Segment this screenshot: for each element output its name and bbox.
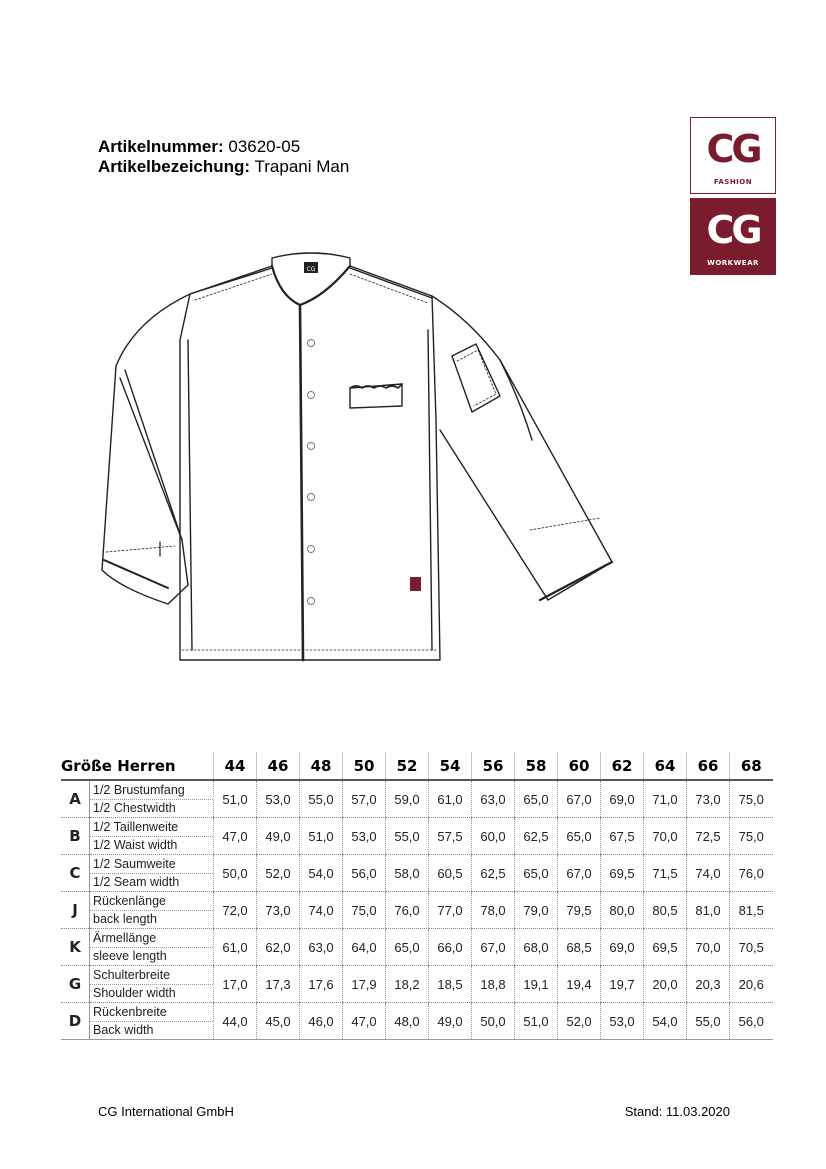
- measure-letter: G: [61, 966, 90, 1003]
- table-row: [61, 818, 773, 855]
- measure-value: 17,6: [300, 966, 343, 1003]
- measure-value: 18,8: [472, 966, 515, 1003]
- measure-label-en: 1/2 Seam width: [93, 874, 180, 889]
- measure-value: 51,0: [515, 1003, 558, 1040]
- size-header: 68: [730, 752, 773, 780]
- measure-value: 70,5: [730, 929, 773, 966]
- measure-value: 75,0: [730, 818, 773, 855]
- measure-description: [90, 780, 214, 818]
- measure-label-de: 1/2 Saumweite: [90, 856, 213, 874]
- measure-value: 48,0: [386, 1003, 429, 1040]
- measure-value: 60,5: [429, 855, 472, 892]
- measure-value: 58,0: [386, 855, 429, 892]
- table-row: [61, 892, 773, 929]
- measure-value: 54,0: [644, 1003, 687, 1040]
- measure-value: 49,0: [429, 1003, 472, 1040]
- size-header: 64: [644, 752, 687, 780]
- measure-value: 51,0: [300, 818, 343, 855]
- jacket-technical-drawing: [100, 240, 630, 670]
- measure-value: 79,0: [515, 892, 558, 929]
- measure-value: 53,0: [257, 780, 300, 818]
- measure-value: 67,0: [558, 780, 601, 818]
- cg-workwear-logo: [690, 198, 776, 275]
- measure-value: 65,0: [515, 780, 558, 818]
- measure-value: 76,0: [730, 855, 773, 892]
- measure-description: [90, 818, 214, 855]
- measure-value: 65,0: [386, 929, 429, 966]
- measure-value: 71,5: [644, 855, 687, 892]
- article-name: [98, 157, 349, 177]
- measure-value: 49,0: [257, 818, 300, 855]
- measure-description: [90, 1003, 214, 1040]
- measure-value: 50,0: [214, 855, 257, 892]
- size-header: 54: [429, 752, 472, 780]
- measure-value: 67,5: [601, 818, 644, 855]
- measure-value: 69,5: [644, 929, 687, 966]
- measure-value: 52,0: [558, 1003, 601, 1040]
- article-number-label: Artikelnummer:: [98, 137, 224, 156]
- measure-value: 17,0: [214, 966, 257, 1003]
- measure-label-en: back length: [93, 911, 157, 926]
- measure-value: 64,0: [343, 929, 386, 966]
- measure-value: 45,0: [257, 1003, 300, 1040]
- size-header: 48: [300, 752, 343, 780]
- size-header: 52: [386, 752, 429, 780]
- company-name: CG International GmbH: [98, 1104, 234, 1119]
- table-row: [61, 1003, 773, 1040]
- measure-description: [90, 966, 214, 1003]
- measure-value: 55,0: [300, 780, 343, 818]
- measure-value: 74,0: [687, 855, 730, 892]
- measure-description: [90, 855, 214, 892]
- buttons: [308, 340, 315, 605]
- measure-value: 20,0: [644, 966, 687, 1003]
- measure-value: 53,0: [343, 818, 386, 855]
- size-header: 56: [472, 752, 515, 780]
- table-row: [61, 780, 773, 818]
- size-header: 60: [558, 752, 601, 780]
- measure-value: 56,0: [730, 1003, 773, 1040]
- measure-label-en: 1/2 Waist width: [93, 837, 178, 852]
- measure-label-de: Rückenbreite: [90, 1004, 213, 1022]
- measure-value: 54,0: [300, 855, 343, 892]
- measure-value: 19,7: [601, 966, 644, 1003]
- measure-label-de: Rückenlänge: [90, 893, 213, 911]
- revision-date: Stand: 11.03.2020: [624, 1104, 730, 1119]
- cg-fashion-logo: [690, 117, 776, 194]
- measure-value: 81,5: [730, 892, 773, 929]
- measure-value: 71,0: [644, 780, 687, 818]
- measure-label-en: sleeve length: [93, 948, 167, 963]
- measure-value: 62,5: [472, 855, 515, 892]
- logo-subtitle: WORKWEAR: [707, 259, 759, 267]
- measure-value: 20,3: [687, 966, 730, 1003]
- measure-value: 62,5: [515, 818, 558, 855]
- article-number: [98, 137, 349, 157]
- measure-value: 19,1: [515, 966, 558, 1003]
- measure-value: 65,0: [558, 818, 601, 855]
- logo-subtitle: FASHION: [713, 178, 753, 186]
- article-name-label: Artikelbezeichung:: [98, 157, 251, 176]
- measure-value: 67,0: [558, 855, 601, 892]
- measure-value: 50,0: [472, 1003, 515, 1040]
- measure-value: 17,9: [343, 966, 386, 1003]
- table-row: [61, 855, 773, 892]
- measure-value: 55,0: [687, 1003, 730, 1040]
- measure-value: 74,0: [300, 892, 343, 929]
- measure-value: 70,0: [644, 818, 687, 855]
- measure-value: 18,2: [386, 966, 429, 1003]
- measure-value: 73,0: [687, 780, 730, 818]
- table-row: [61, 929, 773, 966]
- measure-value: 18,5: [429, 966, 472, 1003]
- measure-value: 75,0: [343, 892, 386, 929]
- measure-value: 69,0: [601, 929, 644, 966]
- measure-value: 55,0: [386, 818, 429, 855]
- measure-label-de: 1/2 Taillenweite: [90, 819, 213, 837]
- measure-value: 17,3: [257, 966, 300, 1003]
- measure-value: 57,5: [429, 818, 472, 855]
- measure-value: 77,0: [429, 892, 472, 929]
- measure-value: 46,0: [300, 1003, 343, 1040]
- measure-description: [90, 929, 214, 966]
- collar-label: CG: [306, 266, 316, 273]
- size-table: [61, 752, 773, 1040]
- measure-value: 63,0: [472, 780, 515, 818]
- measure-value: 69,5: [601, 855, 644, 892]
- measure-value: 67,0: [472, 929, 515, 966]
- measure-letter: A: [61, 780, 90, 818]
- measure-value: 51,0: [214, 780, 257, 818]
- measure-label-en: Back width: [93, 1022, 154, 1037]
- measure-value: 75,0: [730, 780, 773, 818]
- size-header-row: [61, 752, 773, 780]
- measure-value: 61,0: [429, 780, 472, 818]
- measure-value: 19,4: [558, 966, 601, 1003]
- measure-value: 69,0: [601, 780, 644, 818]
- size-header: 62: [601, 752, 644, 780]
- logo-monogram: CG: [706, 208, 760, 252]
- measure-value: 20,6: [730, 966, 773, 1003]
- measure-value: 47,0: [343, 1003, 386, 1040]
- size-header: 50: [343, 752, 386, 780]
- measure-value: 78,0: [472, 892, 515, 929]
- table-title: Größe Herren: [61, 752, 214, 780]
- measure-value: 47,0: [214, 818, 257, 855]
- measure-letter: D: [61, 1003, 90, 1040]
- measure-value: 57,0: [343, 780, 386, 818]
- measure-letter: J: [61, 892, 90, 929]
- measure-label-de: Schulterbreite: [90, 967, 213, 985]
- measure-letter: C: [61, 855, 90, 892]
- measure-value: 53,0: [601, 1003, 644, 1040]
- article-name-value: Trapani Man: [250, 157, 350, 176]
- measure-value: 73,0: [257, 892, 300, 929]
- measure-label-en: Shoulder width: [93, 985, 176, 1000]
- measure-label-en: 1/2 Chestwidth: [93, 800, 176, 815]
- size-header: 66: [687, 752, 730, 780]
- measure-letter: K: [61, 929, 90, 966]
- measure-value: 79,5: [558, 892, 601, 929]
- measure-value: 61,0: [214, 929, 257, 966]
- measure-label-de: 1/2 Brustumfang: [90, 782, 213, 800]
- measure-value: 81,0: [687, 892, 730, 929]
- measure-value: 72,5: [687, 818, 730, 855]
- measure-value: 44,0: [214, 1003, 257, 1040]
- size-header: 46: [257, 752, 300, 780]
- size-header: 58: [515, 752, 558, 780]
- measure-value: 76,0: [386, 892, 429, 929]
- table-row: [61, 966, 773, 1003]
- measure-value: 56,0: [343, 855, 386, 892]
- article-header: [98, 137, 349, 177]
- measure-value: 68,0: [515, 929, 558, 966]
- logo-monogram: CG: [706, 127, 760, 171]
- measure-value: 60,0: [472, 818, 515, 855]
- measure-letter: B: [61, 818, 90, 855]
- size-header: 44: [214, 752, 257, 780]
- measure-value: 70,0: [687, 929, 730, 966]
- measure-value: 80,0: [601, 892, 644, 929]
- measure-value: 68,5: [558, 929, 601, 966]
- article-number-value: 03620-05: [223, 137, 301, 156]
- measure-label-de: Ärmellänge: [90, 930, 213, 948]
- measure-value: 52,0: [257, 855, 300, 892]
- measure-value: 63,0: [300, 929, 343, 966]
- measure-value: 62,0: [257, 929, 300, 966]
- measure-value: 59,0: [386, 780, 429, 818]
- measure-description: [90, 892, 214, 929]
- measure-value: 65,0: [515, 855, 558, 892]
- measure-value: 66,0: [429, 929, 472, 966]
- measure-value: 80,5: [644, 892, 687, 929]
- measure-value: 72,0: [214, 892, 257, 929]
